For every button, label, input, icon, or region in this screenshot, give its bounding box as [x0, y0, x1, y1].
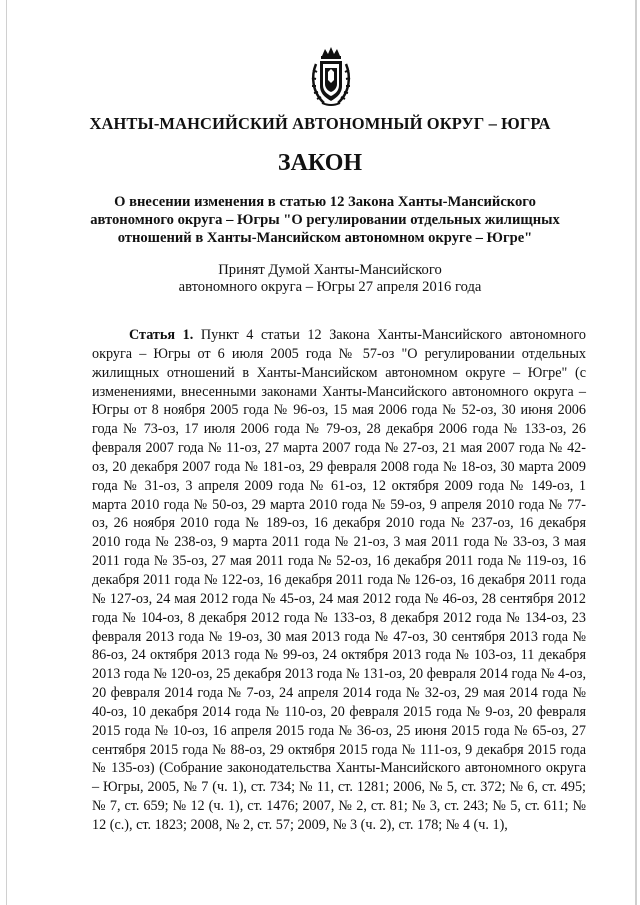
region-title: ХАНТЫ-МАНСИЙСКИЙ АВТОНОМНЫЙ ОКРУГ – ЮГРА	[89, 114, 551, 133]
scan-edge-right	[635, 0, 637, 905]
adoption-line-2: автономного округа – Югры 27 апреля 2016 года	[178, 279, 482, 295]
coat-of-arms-icon	[308, 46, 354, 108]
adoption-line-1: Принят Думой Ханты-Мансийского	[218, 262, 442, 278]
scan-edge-left	[6, 0, 7, 905]
article-text: Пункт 4 статьи 12 Закона Ханты-Мансийского автономного округа – Югры от 6 июля 2005 года № 57-оз "О регулировании отдельных жилищных отношений в Ханты-Мансийском автономном округе – Югре" (с изменениями, внесенными законами Ханты-Мансийского автономного округа – Югры от 8 ноября 2005 года № 96-оз, 15 мая 2006 года № 52-оз, 30 июня 2006 года № 73-оз, 17 июля 2006 года № 79-оз, 28 декабря 2006 года № 133-оз, 26 февраля 2007 года № 11-оз, 27 марта 2007 года № 27-оз, 21 мая 2007 года № 42-оз, 20 декабря 2007 года № 181-оз, 29 февраля 2008 года № 18-оз, 30 марта 2009 года № 31-оз, 3 апреля 2009 года № 61-оз, 12 октября 2009 года № 149-оз, 1 марта 2010 года № 50-оз, 29 марта 2010 года № 59-оз, 9 апреля 2010 года № 77-оз, 26 ноября 2010 года № 189-оз, 16 декабря 2010 года № 237-оз, 16 декабря 2010 года № 238-оз, 9 марта 2011 года № 21-оз, 3 мая 2011 года № 33-оз, 3 мая 2011 года № 35-оз, 27 мая 2011 года № 52-оз, 16 декабря 2011 года № 119-оз, 16 декабря 2011 года № 122-оз, 16 декабря 2011 года № 126-оз, 16 декабря 2011 года № 127-оз, 24 мая 2012 года № 45-оз, 24 мая 2012 года № 46-оз, 28 сентября 2012 года № 104-оз, 8 декабря 2012 года № 133-оз, 8 декабря 2012 года № 134-оз, 23 февраля 2013 года № 19-оз, 30 мая 2013 года № 47-оз, 30 сентября 2013 года № 86-оз, 24 октября 2013 года № 99-оз, 24 октября 2013 года № 103-оз, 11 декабря 2013 года № 120-оз, 25 декабря 2013 года № 131-оз, 20 февраля 2014 года № 4-оз, 20 февраля 2014 года № 7-оз, 24 апреля 2014 года № 32-оз, 29 мая 2014 года № 40-оз, 10 декабря 2014 года № 110-оз, 20 февраля 2015 года № 9-оз, 20 февраля 2015 года № 10-оз, 16 апреля 2015 года № 36-оз, 25 июня 2015 года № 65-оз, 27 сентября 2015 года № 88-оз, 29 октября 2015 года № 111-оз, 9 декабря 2015 года № 135-оз) (Собрание законодательства Ханты-Мансийского автономного округа – Югры, 2005, № 7 (ч. 1), ст. 734; № 11, ст. 1281; 2006, № 5, ст. 372; № 6, ст. 495; № 7, ст. 659; № 12 (ч. 1), ст. 1476; 2007, № 2, ст. 81; № 3, ст. 243; № 5, ст. 611; № 12 (с.), ст. 1823; 2008, № 2, ст. 57; 2009, № 3 (ч. 2), ст. 178; № 4 (ч. 1),	[92, 327, 587, 833]
document-type-title: ЗАКОН	[277, 150, 363, 176]
law-subject: О внесении изменения в статью 12 Закона Ханты-Мансийского автономного округа – Югры "О регулировании отдельных жилищных отношений в Ханты-Мансийском автономном округе – Югре"	[90, 194, 560, 246]
article-1-paragraph	[92, 326, 586, 835]
article-label: Статья 1.	[129, 327, 194, 343]
adoption-note	[140, 262, 520, 296]
